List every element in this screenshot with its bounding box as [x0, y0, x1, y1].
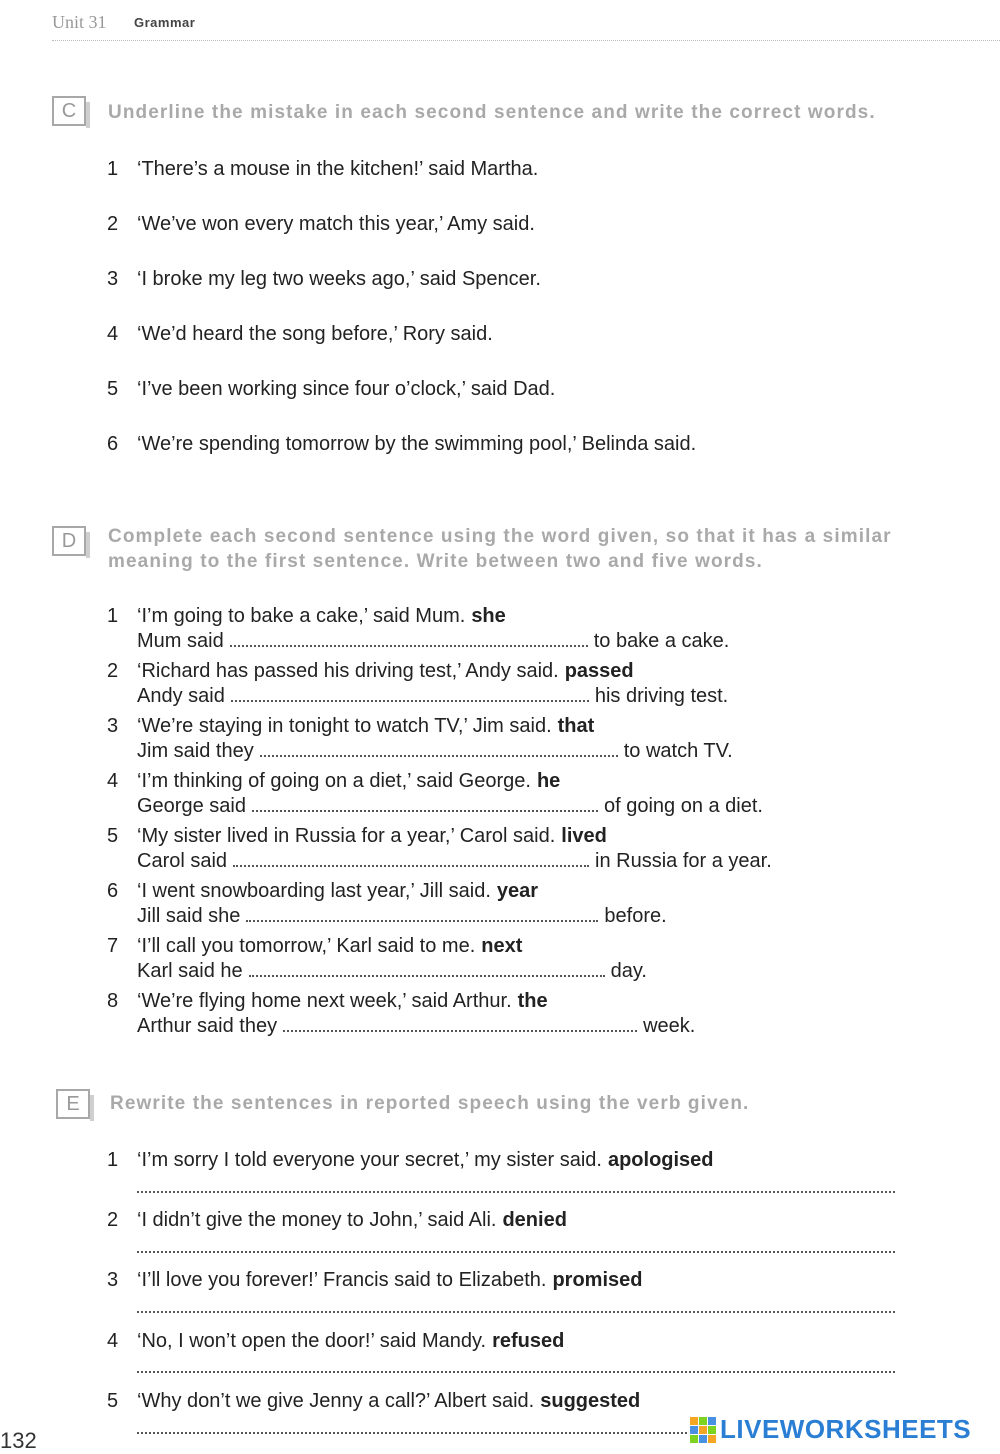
- d-item-prefix: Jill said she: [137, 905, 241, 927]
- d-item-sentence: [137, 990, 548, 1013]
- logo-grid-icon: [690, 1417, 716, 1443]
- d-item-completion: [137, 850, 772, 873]
- e-item-keyword: apologised: [607, 1149, 714, 1171]
- e-item-sentence: [137, 1149, 714, 1172]
- e-answer-line[interactable]: [137, 1430, 687, 1434]
- d-item-sentence: [137, 715, 594, 738]
- e-item-sentence: [137, 1390, 640, 1413]
- d-item-completion: [137, 685, 728, 708]
- d-item-keyword: that: [557, 715, 595, 737]
- d-item-keyword: lived: [561, 825, 607, 847]
- d-item-sentence: [137, 770, 560, 793]
- e-item-keyword: suggested: [540, 1390, 641, 1412]
- d-item-completion: [137, 795, 763, 818]
- c-item-sentence[interactable]: ‘I broke my leg two weeks ago,’ said Spencer.: [137, 268, 541, 290]
- d-item-number: 5: [107, 825, 119, 847]
- e-item-number: 3: [107, 1269, 119, 1291]
- d-answer-blank[interactable]: [260, 741, 618, 757]
- c-item-sentence[interactable]: ‘There’s a mouse in the kitchen!’ said Martha.: [137, 158, 539, 180]
- logo-text: LIVEWORKSHEETS: [720, 1414, 972, 1444]
- d-item-keyword: year: [496, 880, 539, 902]
- d-item-keyword: the: [517, 990, 548, 1012]
- d-item-suffix: to watch TV.: [623, 740, 733, 762]
- c-item-number: 6: [107, 433, 119, 455]
- d-item-suffix: day.: [610, 960, 647, 982]
- section-d-instruction-line2: meaning to the first sentence. Write between two and five words.: [108, 551, 763, 572]
- e-answer-line[interactable]: [137, 1249, 895, 1253]
- d-item-keyword: she: [471, 605, 506, 627]
- d-item-prefix: Andy said: [137, 685, 225, 707]
- d-item-prefix: Jim said they: [137, 740, 254, 762]
- e-item-text: ‘I’ll love you forever!’ Francis said to Elizabeth.: [137, 1269, 547, 1291]
- d-item-number: 4: [107, 770, 119, 792]
- d-answer-blank[interactable]: [231, 686, 589, 702]
- e-item-number: 2: [107, 1209, 119, 1231]
- d-item-keyword: passed: [564, 660, 634, 682]
- d-item-prefix: Mum said: [137, 630, 224, 652]
- c-item-number: 3: [107, 268, 119, 290]
- e-item-text: ‘I’m sorry I told everyone your secret,’ my sister said.: [137, 1149, 602, 1171]
- e-item-text: ‘Why don’t we give Jenny a call?’ Albert said.: [137, 1390, 535, 1412]
- d-answer-blank[interactable]: [233, 851, 589, 867]
- d-item-text: ‘Richard has passed his driving test,’ Andy said.: [137, 660, 559, 682]
- e-item-sentence: [137, 1330, 564, 1353]
- d-item-number: 7: [107, 935, 119, 957]
- d-item-suffix: of going on a diet.: [603, 795, 763, 817]
- c-item-sentence[interactable]: ‘We’re spending tomorrow by the swimming pool,’ Belinda said.: [137, 433, 697, 455]
- d-item-prefix: George said: [137, 795, 246, 817]
- section-c-letter: C: [52, 96, 86, 126]
- c-item-sentence[interactable]: ‘We’ve won every match this year,’ Amy said.: [137, 213, 535, 235]
- d-item-sentence: [137, 880, 538, 903]
- d-item-completion: [137, 960, 647, 983]
- section-e-letter: E: [56, 1089, 90, 1119]
- d-item-number: 8: [107, 990, 119, 1012]
- d-item-text: ‘I went snowboarding last year,’ Jill said.: [137, 880, 491, 902]
- d-answer-blank[interactable]: [252, 796, 598, 812]
- topic-label: Grammar: [134, 15, 196, 30]
- d-item-text: ‘I’ll call you tomorrow,’ Karl said to me.: [137, 935, 476, 957]
- c-item-number: 2: [107, 213, 119, 235]
- d-item-text: ‘My sister lived in Russia for a year,’ Carol said.: [137, 825, 556, 847]
- d-item-prefix: Karl said he: [137, 960, 243, 982]
- d-item-prefix: Carol said: [137, 850, 228, 872]
- e-item-keyword: promised: [552, 1269, 643, 1291]
- d-answer-blank[interactable]: [249, 961, 605, 977]
- e-answer-line[interactable]: [137, 1309, 895, 1313]
- d-answer-blank[interactable]: [283, 1016, 637, 1032]
- d-item-text: ‘I’m thinking of going on a diet,’ said George.: [137, 770, 531, 792]
- e-item-text: ‘I didn’t give the money to John,’ said Ali.: [137, 1209, 497, 1231]
- d-item-sentence: [137, 660, 634, 683]
- e-item-number: 1: [107, 1149, 119, 1171]
- e-item-keyword: denied: [502, 1209, 567, 1231]
- e-item-text: ‘No, I won’t open the door!’ said Mandy.: [137, 1330, 487, 1352]
- e-item-keyword: refused: [492, 1330, 565, 1352]
- d-item-completion: [137, 1015, 695, 1038]
- e-item-number: 4: [107, 1330, 119, 1352]
- d-item-prefix: Arthur said they: [137, 1015, 278, 1037]
- section-d-instruction-line1: Complete each second sentence using the word given, so that it has a similar: [108, 526, 892, 547]
- d-item-number: 2: [107, 660, 119, 682]
- d-item-suffix: before.: [604, 905, 667, 927]
- d-item-text: ‘We’re staying in tonight to watch TV,’ Jim said.: [137, 715, 552, 737]
- d-item-sentence: [137, 825, 607, 848]
- d-item-number: 3: [107, 715, 119, 737]
- c-item-number: 5: [107, 378, 119, 400]
- e-item-number: 5: [107, 1390, 119, 1412]
- d-item-sentence: [137, 935, 522, 958]
- d-item-keyword: next: [481, 935, 523, 957]
- section-e-instruction: Rewrite the sentences in reported speech using the verb given.: [110, 1093, 750, 1114]
- d-item-completion: [137, 630, 729, 653]
- d-answer-blank[interactable]: [246, 906, 598, 922]
- e-item-sentence: [137, 1269, 642, 1292]
- e-item-sentence: [137, 1209, 567, 1232]
- d-item-completion: [137, 740, 733, 763]
- page-number: 132: [0, 1428, 37, 1453]
- unit-label: Unit 31: [52, 12, 107, 32]
- d-item-suffix: in Russia for a year.: [595, 850, 772, 872]
- section-d-letter: D: [52, 526, 86, 556]
- d-item-number: 6: [107, 880, 119, 902]
- e-answer-line[interactable]: [137, 1189, 895, 1193]
- d-item-suffix: week.: [643, 1015, 696, 1037]
- d-item-suffix: his driving test.: [594, 685, 729, 707]
- d-item-suffix: to bake a cake.: [593, 630, 730, 652]
- e-answer-line[interactable]: [137, 1369, 895, 1373]
- d-item-text: ‘I’m going to bake a cake,’ said Mum.: [137, 605, 466, 627]
- c-item-sentence[interactable]: ‘We’d heard the song before,’ Rory said.: [137, 323, 493, 345]
- d-item-number: 1: [107, 605, 119, 627]
- d-item-keyword: he: [536, 770, 561, 792]
- d-item-completion: [137, 905, 667, 928]
- d-item-text: ‘We’re flying home next week,’ said Arthur.: [137, 990, 512, 1012]
- page-header: [52, 10, 1000, 41]
- liveworksheets-logo[interactable]: [690, 1414, 971, 1445]
- d-answer-blank[interactable]: [230, 631, 588, 647]
- c-item-number: 4: [107, 323, 119, 345]
- section-c-instruction: Underline the mistake in each second sentence and write the correct words.: [108, 102, 876, 123]
- d-item-sentence: [137, 605, 506, 628]
- c-item-number: 1: [107, 158, 119, 180]
- c-item-sentence[interactable]: ‘I’ve been working since four o’clock,’ said Dad.: [137, 378, 556, 400]
